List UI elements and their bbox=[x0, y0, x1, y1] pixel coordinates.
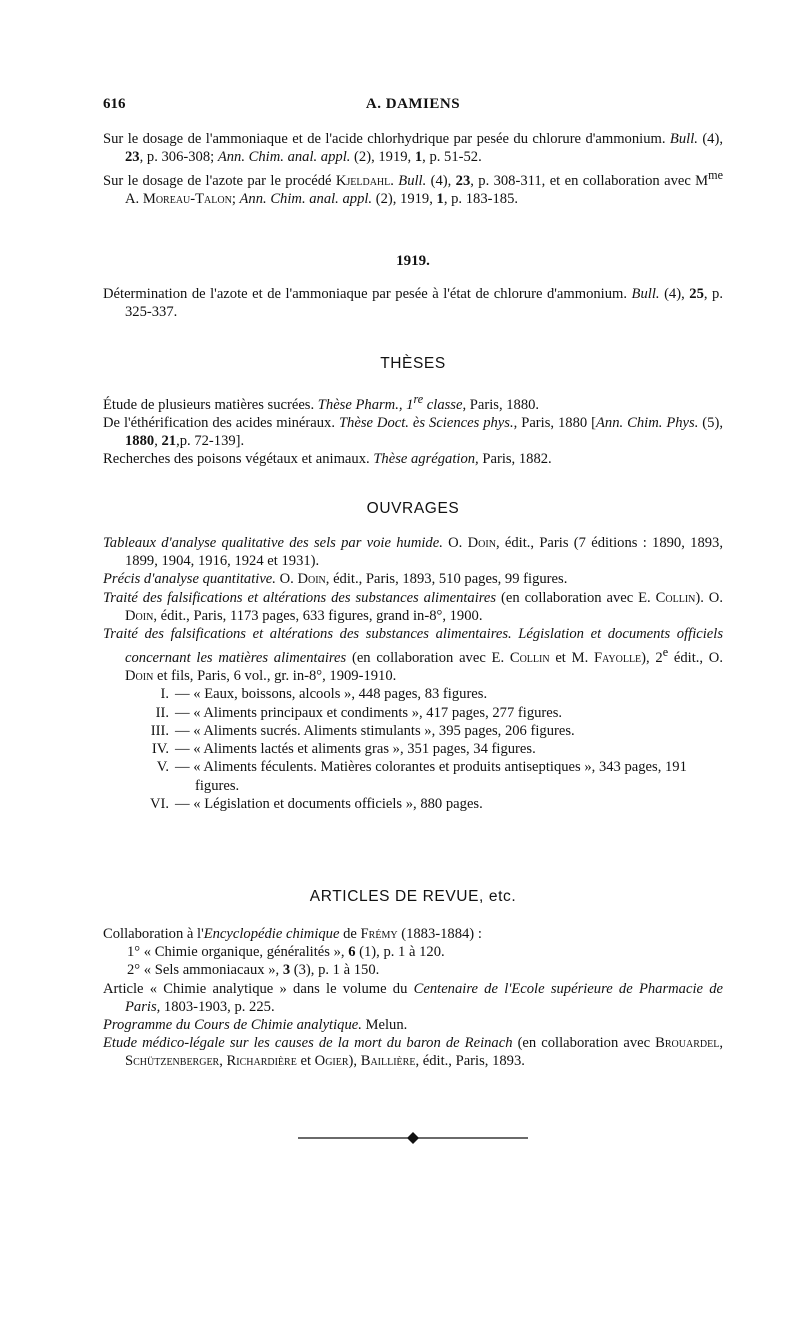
section-title-theses: THÈSES bbox=[380, 355, 446, 372]
volume-item: I. — « Eaux, boissons, alcools », 448 pages, 83 figures. bbox=[160, 686, 488, 703]
volume-item: VI. — « Législation et documents officiels », 880 pages. bbox=[149, 795, 483, 812]
page-number: 616 bbox=[103, 96, 126, 112]
bibliography-entry: De l'éthérification des acides minéraux. Thèse Doct. ès Sciences phys., Paris, 1880 [Ann. Chim. Phys. (5), 1880, 21,p. 72-139]. bbox=[103, 415, 723, 450]
volume-item: II. — « Aliments principaux et condiments », 417 pages, 277 figures. bbox=[155, 704, 563, 721]
sub-entry: 2° « Sels ammoniacaux », 3 (3), p. 1 à 150. bbox=[127, 962, 380, 979]
bibliography-entry: Etude médico-légale sur les causes de la mort du baron de Reinach (en collaboration avec Brouardel, Schützenberger, Richardière et Ogier), Baillière, édit., Paris, 1893. bbox=[103, 1035, 723, 1070]
sub-entry: 1° « Chimie organique, généralités », 6 (1), p. 1 à 120. bbox=[127, 944, 445, 961]
bibliography-entry: Sur le dosage de l'ammoniaque et de l'acide chlorhydrique par pesée du chlorure d'ammonium. Bull. (4), 23, p. 306-308; Ann. Chim. anal. appl. (2), 1919, 1, p. 51-52. bbox=[103, 131, 723, 166]
bibliography-entry: Recherches des poisons végétaux et animaux. Thèse agrégation, Paris, 1882. bbox=[103, 451, 552, 468]
articles-list bbox=[103, 925, 723, 1071]
running-head bbox=[103, 96, 723, 116]
bibliography-entry: Collaboration à l'Encyclopédie chimique de Frémy (1883-1884) : bbox=[103, 926, 482, 942]
bibliography-entry: Tableaux d'analyse qualitative des sels par voie humide. O. Doin, édit., Paris (7 éditions : 1890, 1893, 1899, 1904, 1916, 1924 et 1931). bbox=[103, 535, 723, 570]
theses-list bbox=[103, 390, 723, 469]
bibliography-entry: Sur le dosage de l'azote par le procédé Kjeldahl. Bull. (4), 23, p. 308-311, et en collaboration avec $M^{me}$ A. Moreau-Talon; Ann. Chim. anal. appl. (2), 1919, 1, p. 183-185. bbox=[103, 168, 724, 208]
bibliography-entry: Programme du Cours de Chimie analytique. Melun. bbox=[103, 1017, 408, 1034]
bibliography-entry: Étude de plusieurs matières sucrées. Thèse Pharm., 1re classe, Paris, 1880. bbox=[103, 392, 540, 413]
bibliography-entry: Précis d'analyse quantitative. O. Doin, édit., Paris, 1893, 510 pages, 99 figures. bbox=[103, 571, 568, 588]
volume-item: IV. — « Aliments lactés et aliments gras », 351 pages, 34 figures. bbox=[151, 741, 536, 758]
bibliography-entry: Détermination de l'azote et de l'ammoniaque par pesée à l'état de chlorure d'ammonium. Bull. (4), 25, p. 325-337. bbox=[103, 286, 723, 321]
bibliography-entry: Traité des falsifications et altérations des substances alimentaires (en collaboration avec E. Collin). O. Doin, édit., Paris, 1173 pages, 633 figures, grand in-8°, 1900. bbox=[103, 589, 723, 624]
section-title-articles: ARTICLES DE REVUE, etc. bbox=[309, 888, 517, 905]
volume-item: III. — « Aliments sucrés. Aliments stimulants », 395 pages, 206 figures. bbox=[150, 722, 575, 739]
end-ornament-icon bbox=[298, 1130, 528, 1146]
ouvrages-list bbox=[103, 534, 723, 813]
entries-1919 bbox=[103, 285, 723, 321]
bibliography-entry: Article « Chimie analytique » dans le volume du Centenaire de l'Ecole supérieure de Pharmacie de Paris, 1803-1903, p. 225. bbox=[103, 980, 723, 1015]
top-entries bbox=[103, 130, 723, 209]
volume-item: V. — « Aliments féculents. Matières colorantes et produits antiseptiques », 343 pages, 191 figures. bbox=[156, 759, 687, 794]
bibliography-entry: Traité des falsifications et altérations des substances alimentaires. Législation et documents officiels concernant les matières alimentaires (en collaboration avec E. Collin et M. Fayolle), 2e édit., O. Doin et fils, Paris, 6 vol., gr. in-8°, 1909-1910. bbox=[103, 626, 723, 685]
section-title-ouvrages: OUVRAGES bbox=[366, 500, 460, 517]
running-head-author: A. DAMIENS bbox=[365, 96, 461, 112]
year-heading: 1919. bbox=[396, 253, 430, 269]
